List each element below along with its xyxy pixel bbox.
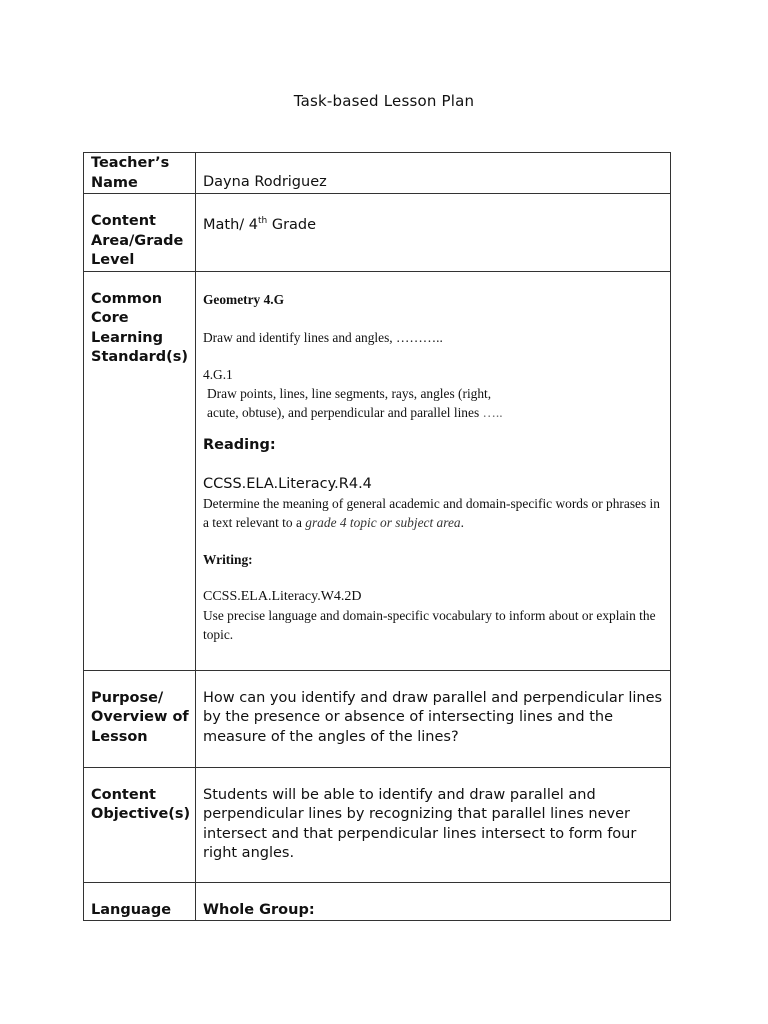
reading-text-main: Determine the meaning of general academic and domain-specific words or phrases in a text relevant to a bbox=[203, 495, 660, 530]
teacher-name-label: Teacher’s Name bbox=[91, 155, 170, 191]
reading-text bbox=[203, 494, 664, 532]
writing-heading: Writing: bbox=[203, 551, 253, 567]
content-area-value bbox=[196, 194, 670, 235]
purpose-label: Purpose/ Overview of Lesson bbox=[91, 689, 189, 745]
standard-4g1-line2 bbox=[203, 403, 664, 422]
geometry-text: Draw and identify lines and angles, ……….. bbox=[203, 329, 443, 345]
content-area-label: Content Area/Grade Level bbox=[91, 213, 184, 268]
purpose-value: How can you identify and draw parallel and perpendicular lines by the presence or absence of intersecting lines and the measure of the angles of the lines? bbox=[203, 689, 663, 745]
page-title: Task-based Lesson Plan bbox=[293, 92, 475, 110]
lesson-plan-table bbox=[83, 152, 671, 921]
standard-4g1-ellipsis: ….. bbox=[482, 404, 503, 420]
standard-4g1-line1: Draw points, lines, line segments, rays, angles (right, bbox=[207, 385, 492, 401]
language-value: Whole Group: bbox=[203, 901, 315, 918]
table-row bbox=[84, 882, 671, 921]
standards-label: Common Core Learning Standard(s) bbox=[91, 290, 189, 365]
reading-code: CCSS.ELA.Literacy.R4.4 bbox=[203, 475, 372, 492]
reading-heading: Reading: bbox=[203, 436, 276, 453]
table-row bbox=[84, 153, 671, 194]
table-row bbox=[84, 194, 671, 272]
objective-value: Students will be able to identify and draw parallel and perpendicular lines by recognizing that parallel lines never intersect and that perpendicular lines intersect to form four right angles. bbox=[203, 786, 637, 861]
standard-4g1-line2-text: acute, obtuse), and perpendicular and parallel lines bbox=[207, 404, 480, 420]
standards-value bbox=[196, 272, 670, 644]
content-area-prefix: Math/ 4 bbox=[203, 216, 258, 233]
objective-label: Content Objective(s) bbox=[91, 786, 191, 822]
content-area-sup: th bbox=[258, 216, 268, 226]
reading-text-italic: grade 4 topic or subject area bbox=[305, 514, 461, 530]
standard-code-4g1: 4.G.1 bbox=[203, 366, 233, 382]
reading-text-end: . bbox=[460, 514, 464, 530]
table-row bbox=[84, 670, 671, 767]
writing-text: Use precise language and domain-specific vocabulary to inform about or explain the topic. bbox=[203, 607, 656, 642]
table-row bbox=[84, 767, 671, 882]
writing-code: CCSS.ELA.Literacy.W4.2D bbox=[203, 588, 362, 604]
content-area-suffix: Grade bbox=[267, 216, 317, 233]
geometry-heading: Geometry 4.G bbox=[203, 291, 285, 307]
teacher-name-value: Dayna Rodriguez bbox=[203, 174, 327, 190]
table-row bbox=[84, 271, 671, 670]
language-label: Language bbox=[91, 901, 172, 918]
